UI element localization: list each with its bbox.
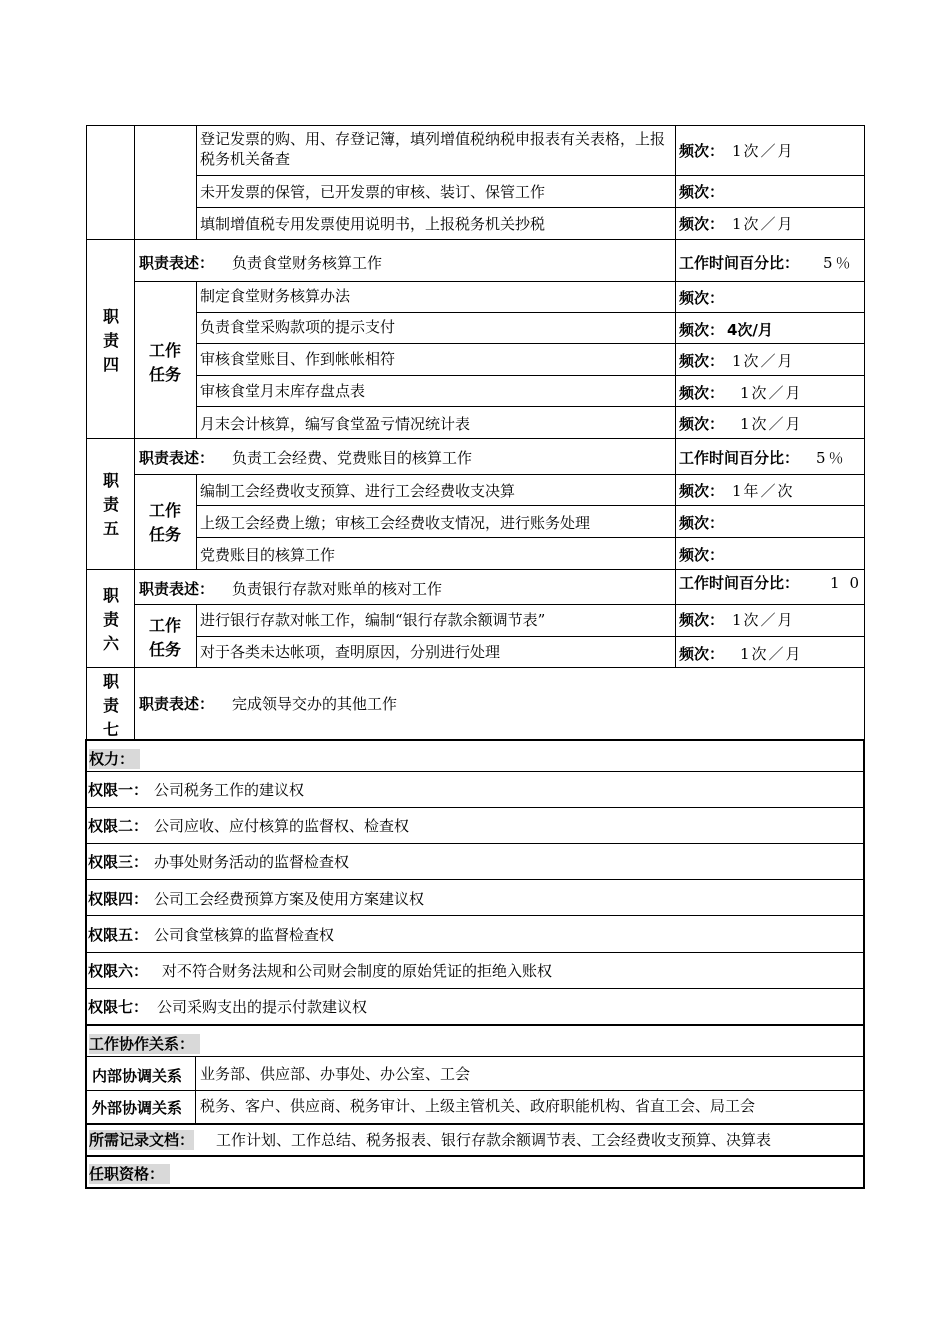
qualification-label: 任职资格： — [89, 1164, 170, 1184]
task-text: 制定食堂财务核算办法 — [200, 287, 351, 305]
task-text: 进行银行存款对帐工作，编制“银行存款余额调节表” — [200, 611, 546, 629]
frequency-label: 频次： — [679, 514, 725, 532]
duty-description-label: 职责表述： — [139, 695, 215, 713]
frequency-label: 频次： — [679, 183, 725, 201]
authority-text: 对不符合财务法规和公司财会制度的原始凭证的拒绝入账权 — [162, 962, 553, 980]
authority-text: 公司工会经费预算方案及使用方案建议权 — [154, 890, 425, 908]
frequency-value: 1次／月 — [732, 142, 795, 160]
frequency-value: 1次／月 — [740, 415, 803, 433]
task-text: 对于各类未达帐项，查明原因，分别进行处理 — [200, 643, 501, 661]
duty-description-label: 职责表述： — [139, 449, 215, 467]
internal-coordination-text: 业务部、供应部、办事处、办公室、工会 — [200, 1065, 471, 1083]
frequency-label: 频次： — [679, 645, 725, 663]
internal-coordination-label: 内部协调关系 — [92, 1067, 183, 1085]
task-text: 填制增值税专用发票使用说明书，上报税务机关抄税 — [200, 215, 546, 233]
authority-text: 办事处财务活动的监督检查权 — [154, 853, 350, 871]
duty-6-title: 职 责 六 — [102, 586, 119, 653]
time-percentage-value: 5％ — [816, 449, 847, 467]
authority-label: 权限七： — [88, 998, 149, 1016]
frequency-label: 频次： — [679, 352, 725, 370]
time-percentage-label: 工作时间百分比： — [679, 254, 800, 272]
frequency-label: 频次： — [679, 546, 725, 564]
task-text: 未开发票的保管，已开发票的审核、装订、保管工作 — [200, 183, 546, 201]
records-label: 所需记录文档： — [89, 1131, 195, 1149]
duty-description: 负责工会经费、党费账目的核算工作 — [232, 449, 473, 467]
duty-description: 完成领导交办的其他工作 — [232, 695, 398, 713]
task-text: 负责食堂采购款项的提示支付 — [200, 318, 396, 336]
authority-label: 权限五： — [88, 926, 149, 944]
frequency-value: 4次/月 — [727, 321, 773, 339]
duty-7-title: 职 责 七 — [102, 672, 119, 739]
authority-header: 权力： — [89, 749, 140, 769]
frequency-label: 频次： — [679, 482, 725, 500]
duty-description: 负责食堂财务核算工作 — [232, 254, 383, 272]
frequency-value: 1次／月 — [732, 215, 795, 233]
task-text: 月末会计核算，编写食堂盈亏情况统计表 — [200, 415, 471, 433]
task-text: 上级工会经费上缴；审核工会经费收支情况，进行账务处理 — [200, 514, 591, 532]
task-text: 党费账目的核算工作 — [200, 546, 336, 564]
frequency-value: 1次／月 — [740, 384, 803, 402]
frequency-label: 频次： — [679, 611, 725, 629]
frequency-label: 频次： — [679, 142, 725, 160]
external-coordination-text: 税务、客户、供应商、税务审计、上级主管机关、政府职能机构、省直工会、局工会 — [200, 1097, 756, 1115]
authority-text: 公司应收、应付核算的监督权、检查权 — [154, 817, 410, 835]
time-percentage-value: 5％ — [823, 254, 854, 272]
authority-text: 公司税务工作的建议权 — [154, 781, 305, 799]
time-percentage-label: 工作时间百分比： — [679, 449, 800, 467]
frequency-label: 频次： — [679, 384, 725, 402]
task-text: 登记发票的购、用、存登记簿，填列增值税纳税申报表有关表格，上报税务机关备查 — [200, 130, 666, 168]
duty-5-title: 职 责 五 — [102, 471, 119, 538]
time-percentage-value: 10 — [830, 574, 870, 592]
frequency-label: 频次： — [679, 321, 725, 339]
frequency-value: 1次／月 — [740, 645, 803, 663]
cooperation-header: 工作协作关系： — [89, 1034, 200, 1054]
task-text: 审核食堂月末库存盘点表 — [200, 382, 366, 400]
authority-label: 权限三： — [88, 853, 149, 871]
authority-label: 权限二： — [88, 817, 149, 835]
records-text: 工作计划、工作总结、税务报表、银行存款余额调节表、工会经费收支预算、决算表 — [216, 1131, 772, 1149]
duty-description: 负责银行存款对账单的核对工作 — [232, 580, 443, 598]
authority-label: 权限四： — [88, 890, 149, 908]
task-text: 编制工会经费收支预算、进行工会经费收支决算 — [200, 482, 516, 500]
frequency-value: 1年／次 — [732, 482, 795, 500]
frequency-value: 1次／月 — [732, 611, 795, 629]
duty-4-title: 职 责 四 — [102, 307, 119, 374]
time-percentage-label: 工作时间百分比： — [679, 574, 800, 592]
authority-text: 公司采购支出的提示付款建议权 — [157, 998, 368, 1016]
frequency-label: 频次： — [679, 289, 725, 307]
work-tasks-label: 工作 任务 — [148, 341, 181, 384]
duty-description-label: 职责表述： — [139, 580, 215, 598]
authority-text: 公司食堂核算的监督检查权 — [154, 926, 335, 944]
duty-description-label: 职责表述： — [139, 254, 215, 272]
authority-label: 权限一： — [88, 781, 149, 799]
external-coordination-label: 外部协调关系 — [92, 1099, 183, 1117]
frequency-value: 1次／月 — [732, 352, 795, 370]
work-tasks-label: 工作 任务 — [148, 501, 181, 544]
task-text: 审核食堂账目、作到帐帐相符 — [200, 350, 396, 368]
frequency-label: 频次： — [679, 215, 725, 233]
work-tasks-label: 工作 任务 — [148, 616, 181, 659]
frequency-label: 频次： — [679, 415, 725, 433]
authority-label: 权限六： — [88, 962, 149, 980]
